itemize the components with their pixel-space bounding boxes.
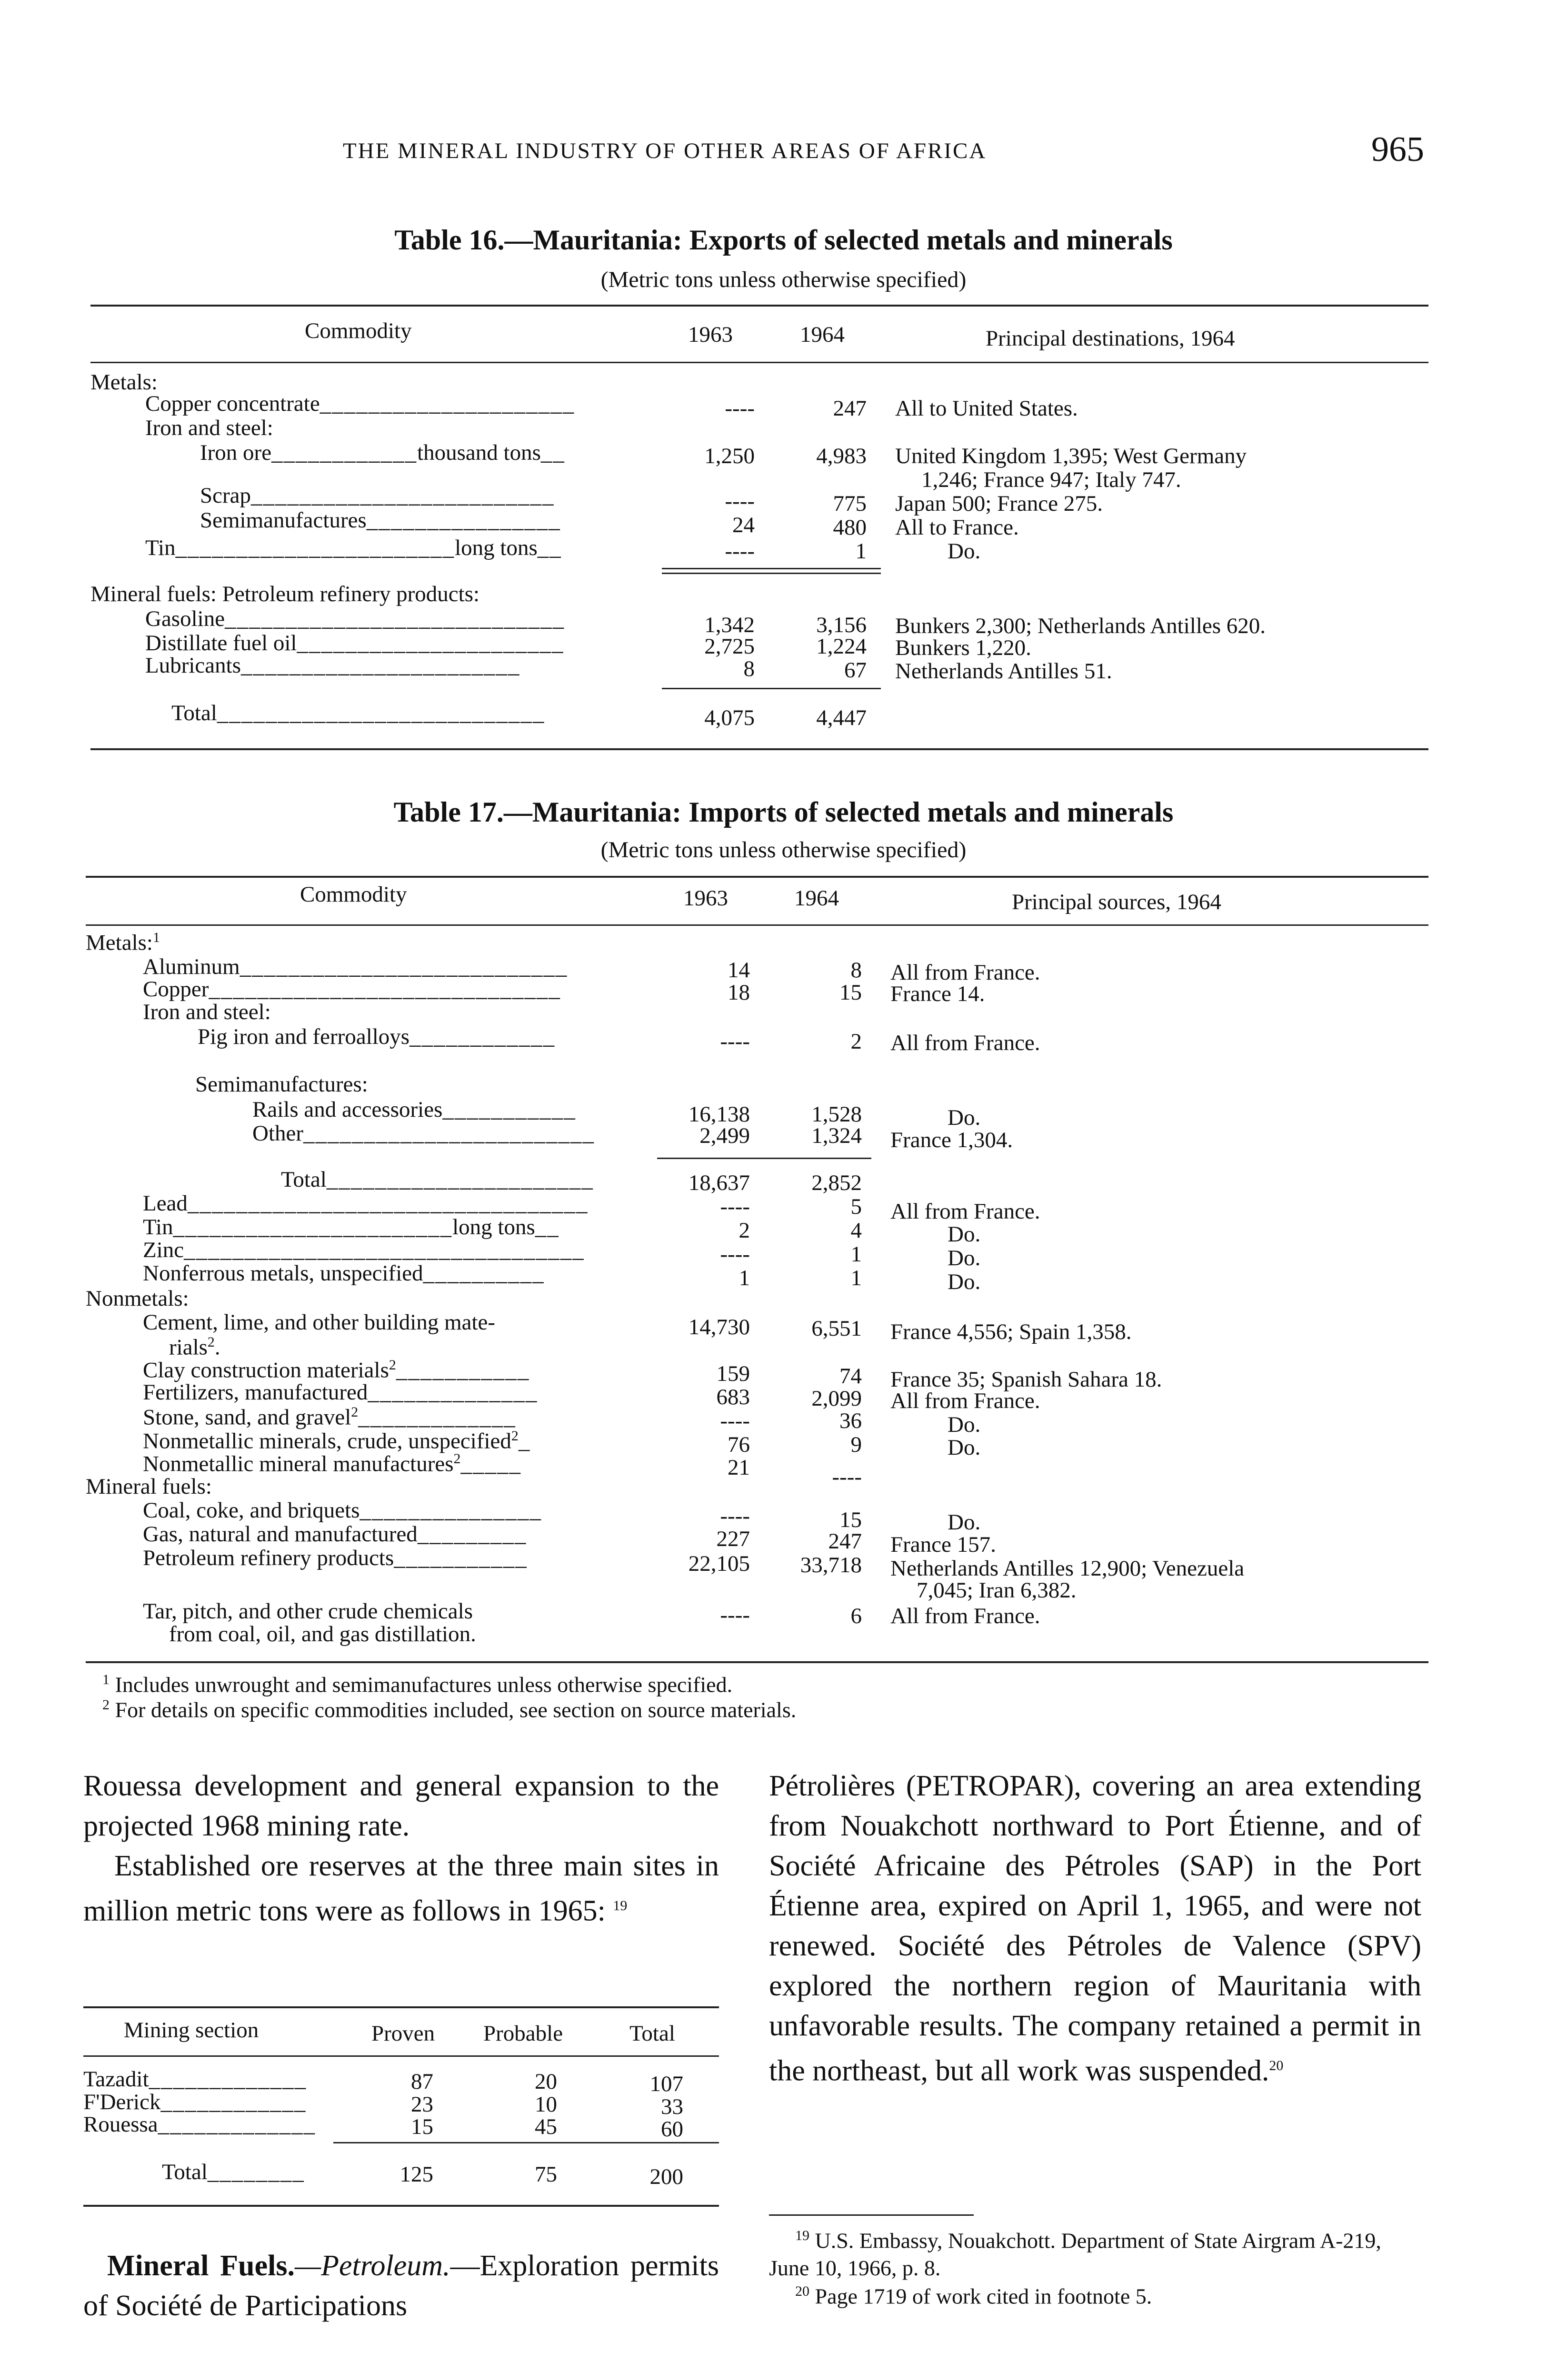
reserves-col-probable: Probable (483, 2021, 563, 2046)
reserves-cell: 200 (649, 2164, 683, 2189)
page-number: 965 (1371, 130, 1424, 169)
table17-nonmetals-label: Nonmetals: (86, 1286, 189, 1311)
reserves-total-rule (333, 2142, 719, 2143)
table17-cell: ---- (832, 1465, 862, 1489)
table17-col-1964: 1964 (794, 886, 839, 911)
table16-cell: 4,075 (704, 705, 755, 730)
table17-row-label: Other________________________ (252, 1121, 595, 1146)
table17-cell: 76 (728, 1432, 750, 1457)
reserves-col-proven: Proven (371, 2021, 435, 2046)
table17-col-sources: Principal sources, 1964 (1012, 890, 1221, 914)
table16-cell: 4,983 (816, 444, 867, 468)
table17-cell: ---- (720, 1504, 750, 1528)
table17-subtotal-rule (657, 1158, 871, 1159)
table17-row-label: Clay construction materials$^2$___________ (143, 1357, 530, 1383)
table17-cell: ---- (720, 1242, 750, 1267)
table16-subtotal-rule (662, 568, 881, 569)
table16-col-1963: 1963 (688, 322, 733, 347)
table17-source: Do. (948, 1435, 981, 1460)
table17-cell: 227 (716, 1527, 750, 1551)
table17-cell: 16,138 (688, 1102, 750, 1127)
table17-head-rule (86, 924, 1428, 926)
table16-title: Table 16.—Mauritania: Exports of selected metals and minerals (394, 224, 1173, 256)
table16-cell: ---- (725, 539, 755, 564)
table17-source: All from France. (890, 1388, 1040, 1413)
table17-row-label: Iron and steel: (143, 1000, 271, 1024)
table16-destination: 1,246; France 947; Italy 747. (921, 467, 1181, 492)
table16-cell: 2,725 (704, 634, 755, 659)
table17-source: Netherlands Antilles 12,900; Venezuela (890, 1556, 1245, 1581)
reserves-cell: 33 (661, 2094, 683, 2119)
table17-row-label: Copper_____________________________ (143, 977, 561, 1002)
table17-row-label: Petroleum refinery products___________ (143, 1546, 528, 1570)
reserves-cell: 125 (399, 2162, 433, 2187)
table16-destination: Japan 500; France 275. (895, 491, 1103, 516)
table17-row-label: Total______________________ (281, 1167, 594, 1192)
table17-source: Do. (948, 1510, 981, 1535)
table17-row-label: Nonmetallic mineral manufactures$^2$_____ (143, 1451, 522, 1477)
body-paragraph: Pétrolières (PETROPAR), covering an area extending from Nouakchott northward to Port Étienne, and of Société Africaine des Pétroles (SAP) in the Port Étienne area, expired on April 1, 1965, and were not renewed. Société des Pétroles de Valence (SPV) explored the northern region of Mauritania with unfavorable results. The company retained a permit in the northeast, but all work was suspended.$^{20}$ (769, 1770, 1421, 2087)
table17-row-label: rials$^2$. (169, 1334, 220, 1360)
table17-cell: 6 (850, 1604, 862, 1628)
table16-destination: All to United States. (895, 396, 1078, 421)
table17-cell: 18 (728, 980, 750, 1005)
table17-row-label: Cement, lime, and other building mate- (143, 1310, 496, 1335)
table17-cell: 2 (739, 1218, 750, 1243)
table16-cell: 775 (833, 491, 867, 516)
table17-cell: 2,099 (811, 1386, 862, 1411)
reserves-cell: 15 (411, 2114, 433, 2139)
table17-footnote-2: $^2$ For details on specific commodities included, see section on source materials. (102, 1697, 797, 1722)
table17-source: Do. (948, 1105, 981, 1130)
table16-cell: 1,342 (704, 613, 755, 637)
table16-col-commodity: Commodity (305, 318, 412, 343)
reserves-cell: 107 (649, 2072, 683, 2096)
reserves-col-total: Total (629, 2021, 675, 2046)
table17-row-label: Coal, coke, and briquets_______________ (143, 1498, 542, 1523)
table16-row-label: Lubricants_______________________ (145, 653, 520, 678)
table17-cell: 8 (850, 958, 862, 982)
table17-cell: 1 (850, 1266, 862, 1290)
table16-cell: 480 (833, 515, 867, 540)
table17-cell: 9 (850, 1432, 862, 1457)
table17-source: France 157. (890, 1532, 996, 1557)
table17-row-label: Nonmetallic minerals, crude, unspecified$^2$_ (143, 1428, 531, 1454)
table17-row-label: Tar, pitch, and other crude chemicals (143, 1599, 473, 1624)
table16-cell: 24 (732, 513, 755, 537)
table16-cell: ---- (725, 489, 755, 514)
table17-row-label: Semimanufactures: (195, 1072, 368, 1097)
table17-col-1963: 1963 (683, 886, 728, 911)
table16-cell: 1 (855, 539, 867, 564)
table17-row-label: Fertilizers, manufactured______________ (143, 1380, 538, 1405)
table16-row-label: Iron and steel: (145, 416, 273, 440)
table17-cell: 1 (739, 1266, 750, 1290)
table16-destination: Bunkers 2,300; Netherlands Antilles 620. (895, 614, 1266, 638)
table17-row-label: Nonferrous metals, unspecified__________ (143, 1261, 545, 1286)
table16-row-label: Semimanufactures________________ (200, 508, 561, 533)
table17-cell: 33,718 (800, 1553, 862, 1577)
table17-source: 7,045; Iran 6,382. (917, 1578, 1077, 1603)
table16-row-label: Iron ore____________thousand tons__ (200, 440, 565, 465)
table17-source: Do. (948, 1246, 981, 1270)
reserves-bottom-rule (83, 2205, 719, 2207)
table17-title: Table 17.—Mauritania: Imports of selected metals and minerals (393, 796, 1174, 828)
table17-row-label: Tin_______________________long tons__ (143, 1215, 559, 1240)
table17-cell: 15 (839, 1507, 862, 1532)
table16-cell: 1,250 (704, 444, 755, 468)
table16-row-label: Gasoline____________________________ (145, 606, 565, 631)
reserves-cell: 45 (535, 2114, 557, 2139)
table16-top-rule (90, 305, 1428, 307)
table16-metals-label: Metals: (90, 370, 158, 395)
table17-cell: 36 (839, 1408, 862, 1433)
running-title: THE MINERAL INDUSTRY OF OTHER AREAS OF AFRICA (343, 139, 987, 163)
table17-cell: 1,528 (811, 1102, 862, 1127)
body-paragraph: Rouessa development and general expansion to the projected 1968 mining rate. (83, 1770, 719, 1842)
table17-source: All from France. (890, 1031, 1040, 1055)
table16-subtotal-rule (662, 573, 881, 574)
table16-cell: 8 (743, 656, 755, 681)
table17-fuels-label: Mineral fuels: (86, 1474, 212, 1499)
table17-row-label: Pig iron and ferroalloys____________ (198, 1024, 556, 1049)
table16-col-destinations: Principal destinations, 1964 (986, 326, 1235, 351)
table17-row-label: Zinc_________________________________ (143, 1238, 585, 1262)
table17-cell: 18,637 (688, 1170, 750, 1195)
table17-cell: 1 (850, 1242, 862, 1267)
table17-cell: 2,852 (811, 1170, 862, 1195)
table16-destination: Bunkers 1,220. (895, 635, 1031, 660)
table16-cell: 247 (833, 396, 867, 421)
table17-row-label: Stone, sand, and gravel$^2$_____________ (143, 1404, 516, 1430)
reserves-cell: 10 (535, 2092, 557, 2117)
table16-destination: United Kingdom 1,395; West Germany (895, 444, 1247, 468)
table17-cell: 74 (839, 1364, 862, 1388)
table17-cell: 4 (850, 1218, 862, 1243)
reserves-row-label: Tazadit_____________ (83, 2067, 307, 2092)
table17-row-label: Lead_________________________________ (143, 1191, 589, 1216)
table17-col-commodity: Commodity (300, 882, 407, 907)
table17-top-rule (86, 876, 1428, 878)
table17-cell: 1,324 (811, 1123, 862, 1148)
table17-cell: ---- (720, 1029, 750, 1054)
table17-source: Do. (948, 1222, 981, 1247)
table17-cell: 5 (850, 1194, 862, 1219)
table16-destination: Netherlands Antilles 51. (895, 659, 1112, 684)
table16-cell: 3,156 (816, 613, 867, 637)
table17-source: France 4,556; Spain 1,358. (890, 1319, 1132, 1344)
reserves-row-label: F'Derick____________ (83, 2090, 307, 2114)
table17-cell: 15 (839, 980, 862, 1005)
table16-destination: All to France. (895, 515, 1019, 540)
reserves-row-label: Rouessa_____________ (83, 2112, 316, 2137)
table16-row-label: Scrap_________________________ (200, 483, 555, 508)
table17-cell: 14,730 (688, 1315, 750, 1339)
table17-source: Do. (948, 1269, 981, 1294)
table16-col-1964: 1964 (800, 322, 845, 347)
table17-cell: 2,499 (699, 1123, 750, 1148)
reserves-cell: 87 (411, 2069, 433, 2094)
table17-row-label: Rails and accessories___________ (252, 1097, 576, 1122)
table17-row-label: Gas, natural and manufactured_________ (143, 1522, 527, 1547)
table16-cell: ---- (725, 396, 755, 421)
table17-row-label: from coal, oil, and gas distillation. (169, 1622, 476, 1646)
table17-source: France 1,304. (890, 1128, 1013, 1152)
reserves-cell: 60 (661, 2117, 683, 2142)
table17-subtitle: (Metric tons unless otherwise specified) (600, 837, 967, 863)
body-paragraph: Mineral Fuels.—Petroleum.—Exploration permits of Société de Participations (83, 2250, 719, 2322)
reserves-cell: 20 (535, 2069, 557, 2094)
footnote-19: $^{19}$ U.S. Embassy, Nouakchott. Department of State Airgram A-219, June 10, 1966, p. 8. (769, 2228, 1381, 2280)
table17-metals-label: Metals:$^1$ (86, 930, 160, 955)
table17-source: All from France. (890, 960, 1040, 985)
table17-source: France 35; Spanish Sahara 18. (890, 1367, 1162, 1392)
table17-footnote-1: $^1$ Includes unwrought and semimanufactures unless otherwise specified. (102, 1672, 733, 1697)
table17-cell: 159 (716, 1361, 750, 1386)
table17-row-label: Aluminum___________________________ (143, 954, 568, 979)
footnote-20: $^{20}$ Page 1719 of work cited in footnote 5. (795, 2283, 1152, 2309)
table17-source: Do. (948, 1412, 981, 1437)
table17-cell: 21 (728, 1455, 750, 1480)
table17-cell: ---- (720, 1194, 750, 1219)
table17-cell: 247 (828, 1529, 862, 1554)
table17-cell: 683 (716, 1385, 750, 1409)
reserves-total-label: Total________ (162, 2160, 305, 2184)
table17-cell: 2 (850, 1029, 862, 1054)
table16-cell: 1,224 (816, 634, 867, 659)
reserves-top-rule (83, 2006, 719, 2008)
table16-destination: Do. (948, 539, 981, 564)
table17-bottom-rule (86, 1661, 1428, 1663)
reserves-head-rule (83, 2055, 719, 2057)
body-paragraph: Established ore reserves at the three main sites in million metric tons were as follows in 1965: $^{19}$ (83, 1850, 719, 1927)
table17-cell: 14 (728, 958, 750, 982)
table16-row-label: Distillate fuel oil______________________ (145, 631, 564, 655)
table16-total-label: Total___________________________ (171, 701, 545, 725)
reserves-cell: 75 (535, 2162, 557, 2187)
table16-head-rule (90, 362, 1428, 363)
table16-total-rule (662, 688, 881, 689)
table17-source: All from France. (890, 1604, 1040, 1628)
table16-fuels-label: Mineral fuels: Petroleum refinery products: (90, 582, 480, 606)
table16-row-label: Copper concentrate_____________________ (145, 391, 575, 416)
table17-cell: 22,105 (688, 1551, 750, 1576)
table16-row-label: Tin_______________________long tons__ (145, 536, 562, 560)
table16-bottom-rule (90, 748, 1428, 750)
table16-cell: 4,447 (816, 705, 867, 730)
table16-cell: 67 (844, 658, 867, 683)
table16-subtitle: (Metric tons unless otherwise specified) (600, 267, 967, 292)
reserves-cell: 23 (411, 2092, 433, 2117)
table17-source: France 14. (890, 982, 985, 1006)
table17-cell: ---- (720, 1408, 750, 1433)
table17-cell: ---- (720, 1603, 750, 1627)
table17-cell: 6,551 (811, 1316, 862, 1341)
table17-source: All from France. (890, 1199, 1040, 1224)
footnote-rule (769, 2214, 974, 2216)
reserves-col-section: Mining section (124, 2018, 259, 2043)
